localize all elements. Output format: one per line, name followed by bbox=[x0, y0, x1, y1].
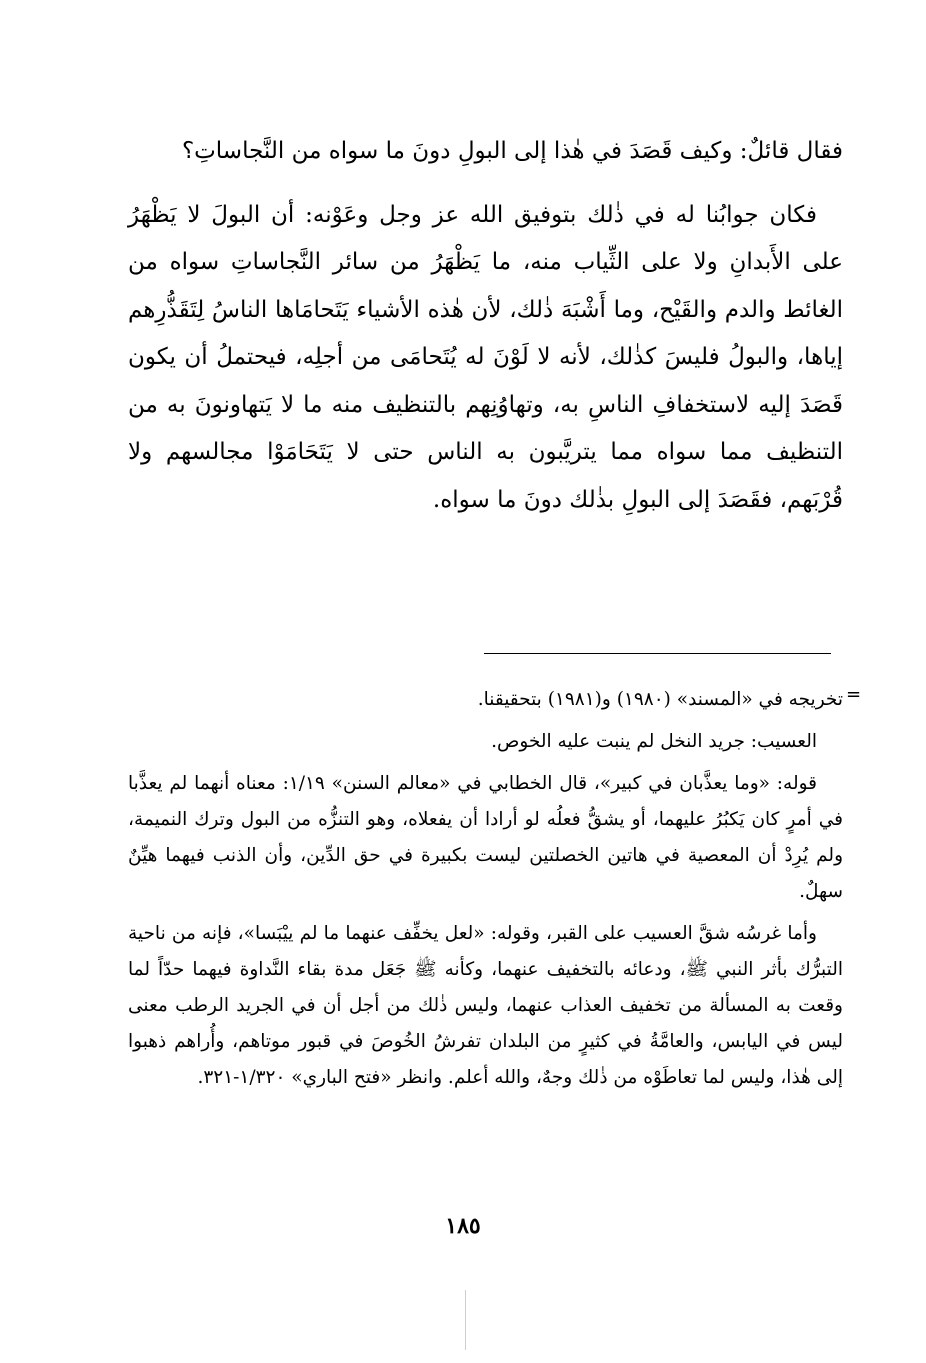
footnote-line: العسيب: جريد النخل لم ينبت عليه الخوص. bbox=[491, 731, 817, 752]
footnote-separator bbox=[484, 653, 831, 654]
footnote-line: قوله: «وما يعذَّبان في كبير»، قال الخطابي في «معالم السنن» ١/١٩: معناه أنهما لم يعذَّبا في أمرٍ كان يَكبُرُ عليهما، أو يشقُّ فعلُه لو أرادا أن يفعلاه، وهو التنزُّه من البول وترك النميمة، ولم يُرِدْ أن المعصية في هاتين الخصلتين ليست بكبيرة في حق الدِّين، وأن الذنب فيهما هيِّنٌ سهلٌ. bbox=[128, 773, 843, 902]
footnote-line: تخريجه في «المسند» (١٩٨٠) و(١٩٨١) بتحقيقنا. bbox=[477, 689, 843, 710]
scan-edge-mark bbox=[465, 1290, 466, 1350]
answer-paragraph: فكان جوابُنا له في ذٰلك بتوفيق الله عز وجل وعَوْنه: أن البولَ لا يَظْهَرُ على الأَبدانِ ولا على الثِّياب منه، ما يَظْهَرُ من سائر النَّجاساتِ سواه من الغائط والدم والقَيْح، وما أَشْبَهَ ذٰلك، لأن هٰذه الأشياء يَتَحامَاها الناسُ لِتَقَذُّرِهم إياها، والبولُ فليسَ كذٰلك، لأنه لا لَوْنَ له يُتَحامَى من أجلِه، فيحتملُ أن يكون قَصَدَ إليه لاستخفافِ الناسِ به، وتهاوُنِهم بالتنظيف منه ما لا يَتهاونونَ به من التنظيف مما سواه مما يتريَّبون به الناس حتى لا يَتَحَامَوْا مجالسهم ولا قُرْبَهم، فقَصَدَ إلى البولِ بذٰلك دونَ ما سواه. bbox=[128, 201, 843, 513]
page-number: ١٨٥ bbox=[445, 1213, 481, 1239]
main-text bbox=[128, 128, 843, 540]
footnote-continuation-marker: = bbox=[846, 684, 862, 705]
footnotes bbox=[128, 682, 843, 1102]
question-paragraph: فقال قائلٌ: وكيف قَصَدَ في هٰذا إلى البولِ دونَ ما سواه من النَّجاساتِ؟ bbox=[181, 138, 843, 164]
footnote-line: وأما غرسُه شقَّ العسيب على القبر، وقوله: «لعل يخفِّف عنهما ما لم ييْبَسا»، فإنه من ناحية التبرُّك بأثر النبي ﷺ، ودعائه بالتخفيف عنهما، وكأنه ﷺ جَعَل مدة بقاء النَّداوة فيهما حدّاً لما وقعت به المسألة من تخفيف العذاب عنهما، وليس ذٰلك من أجل أن في الجريد الرطب معنى ليس في اليابس، والعامَّةُ في كثيرٍ من البلدان تفرشُ الخُوصَ في قبور موتاهم، وأُراهم ذهبوا إلى هٰذا، وليس لما تعاطَوْه من ذٰلك وجهٌ، والله أعلم. وانظر «فتح الباري» ١/٣٢٠-٣٢١. bbox=[128, 923, 843, 1088]
